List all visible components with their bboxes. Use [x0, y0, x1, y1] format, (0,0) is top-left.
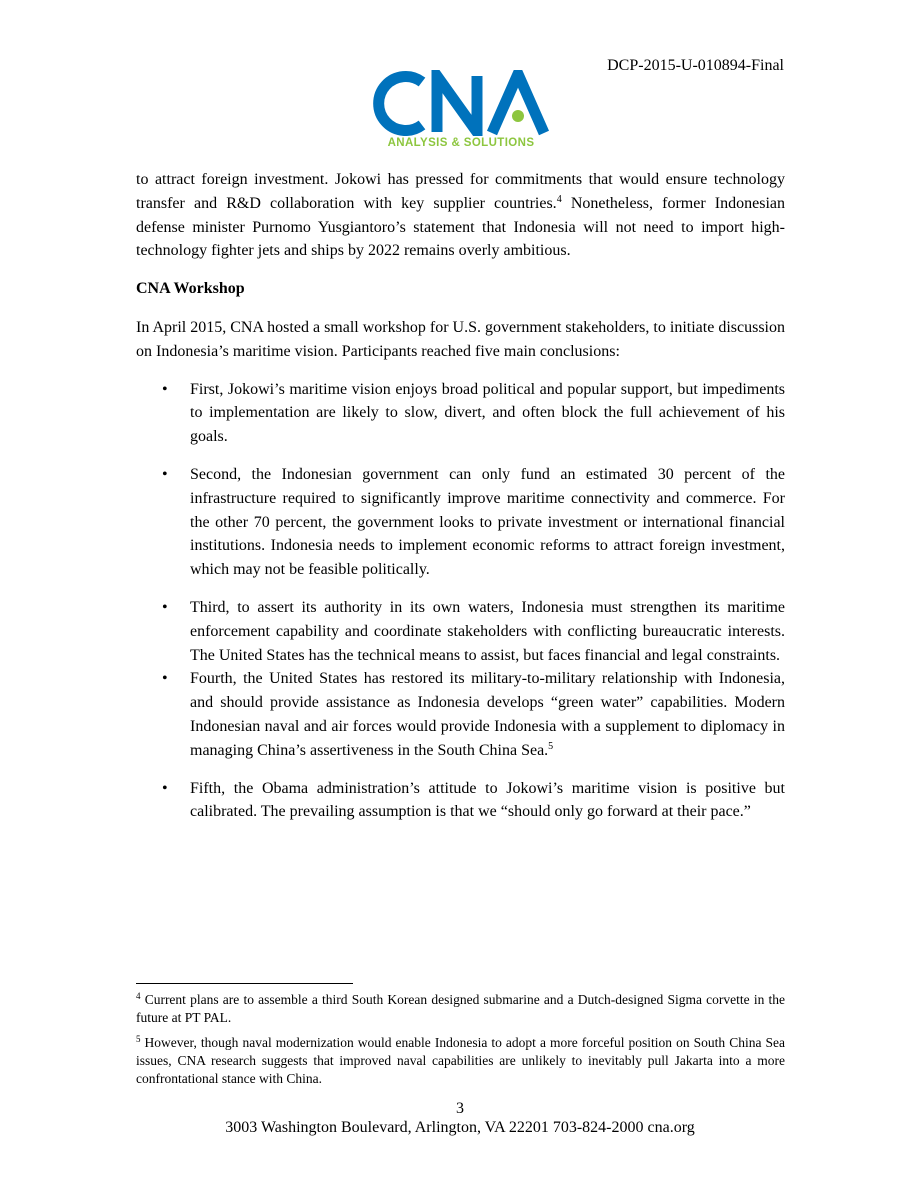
footnote-ref-4[interactable]: 4 — [556, 193, 562, 205]
list-item: • Fourth, the United States has restored its military-to-military relationship with Indonesia, and should provide assistance as Indonesia develops “green water” capabilities. Modern Indonesian naval and air forces would provide Indonesia with a supplement to diplomacy in managing China’s assertiveness in the South China Sea.$^5$ — [136, 667, 785, 762]
bullet-icon: • — [162, 670, 168, 688]
bullet-icon: • — [162, 779, 168, 797]
cna-logo — [373, 70, 549, 154]
list-item: • Second, the Indonesian government can only fund an estimated 30 percent of the infrastructure required to significantly improve maritime connectivity and commerce. For the other 70 percent, the government looks to private investment or international financial institutions. Indonesia needs to implement economic reforms to attract foreign investment, which may not be feasible politically. — [136, 463, 785, 582]
bullet-icon: • — [162, 465, 168, 483]
footnote-ref-5[interactable]: 5 — [548, 740, 554, 752]
footnotes — [136, 991, 785, 1095]
logo-tagline: ANALYSIS & SOLUTIONS — [387, 137, 535, 149]
footnote-divider — [136, 983, 353, 984]
cna-logo-mark — [373, 70, 549, 136]
footer-address: 3003 Washington Boulevard, Arlington, VA 22201 703-824-2000 cna.org — [225, 1119, 695, 1136]
paragraph-workshop: In April 2015, CNA hosted a small workshop for U.S. government stakeholders, to initiate discussion on Indonesia’s maritime vision. Participants reached five main conclusions: — [136, 318, 785, 360]
list-item: • First, Jokowi’s maritime vision enjoys broad political and popular support, but impediments to implementation are likely to slow, divert, and often block the full achievement of his goals. — [136, 378, 785, 449]
list-item: • Third, to assert its authority in its own waters, Indonesia must strengthen its maritime enforcement capability and coordinate stakeholders with conflicting bureaucratic interests. The United States has the technical means to assist, but faces financial and legal constraints. — [136, 596, 785, 667]
bullet-icon: • — [162, 598, 168, 616]
page-number: 3 — [456, 1100, 464, 1117]
conclusions-list — [136, 378, 785, 825]
footnote-5: $^5$ However, though naval modernization would enable Indonesia to adopt a more forceful position on South China Sea issues, CNA research suggests that improved naval capabilities are unlikely to inevitably pull Jakarta into a more confrontational stance with China. — [136, 1034, 785, 1086]
section-heading: CNA Workshop — [136, 280, 245, 298]
list-item: • Fifth, the Obama administration’s attitude to Jokowi’s maritime vision is positive but calibrated. The prevailing assumption is that we “should only go forward at their pace.” — [136, 777, 785, 825]
bullet-icon: • — [162, 380, 168, 398]
document-id: DCP-2015-U-010894-Final — [607, 57, 784, 74]
footnote-4: $^4$ Current plans are to assemble a third South Korean designed submarine and a Dutch-designed Sigma corvette in the future at PT PAL. — [136, 991, 785, 1025]
main-content — [136, 168, 785, 824]
paragraph-investment: to attract foreign investment. Jokowi has pressed for commitments that would ensure technology transfer and R&D collaboration with key supplier countries.$^4$ Nonetheless, former Indonesian defense minister Purnomo Yusgiantoro’s statement that Indonesia will not need to import high-technology fighter jets and ships by 2022 remains overly ambitious. — [136, 171, 786, 260]
